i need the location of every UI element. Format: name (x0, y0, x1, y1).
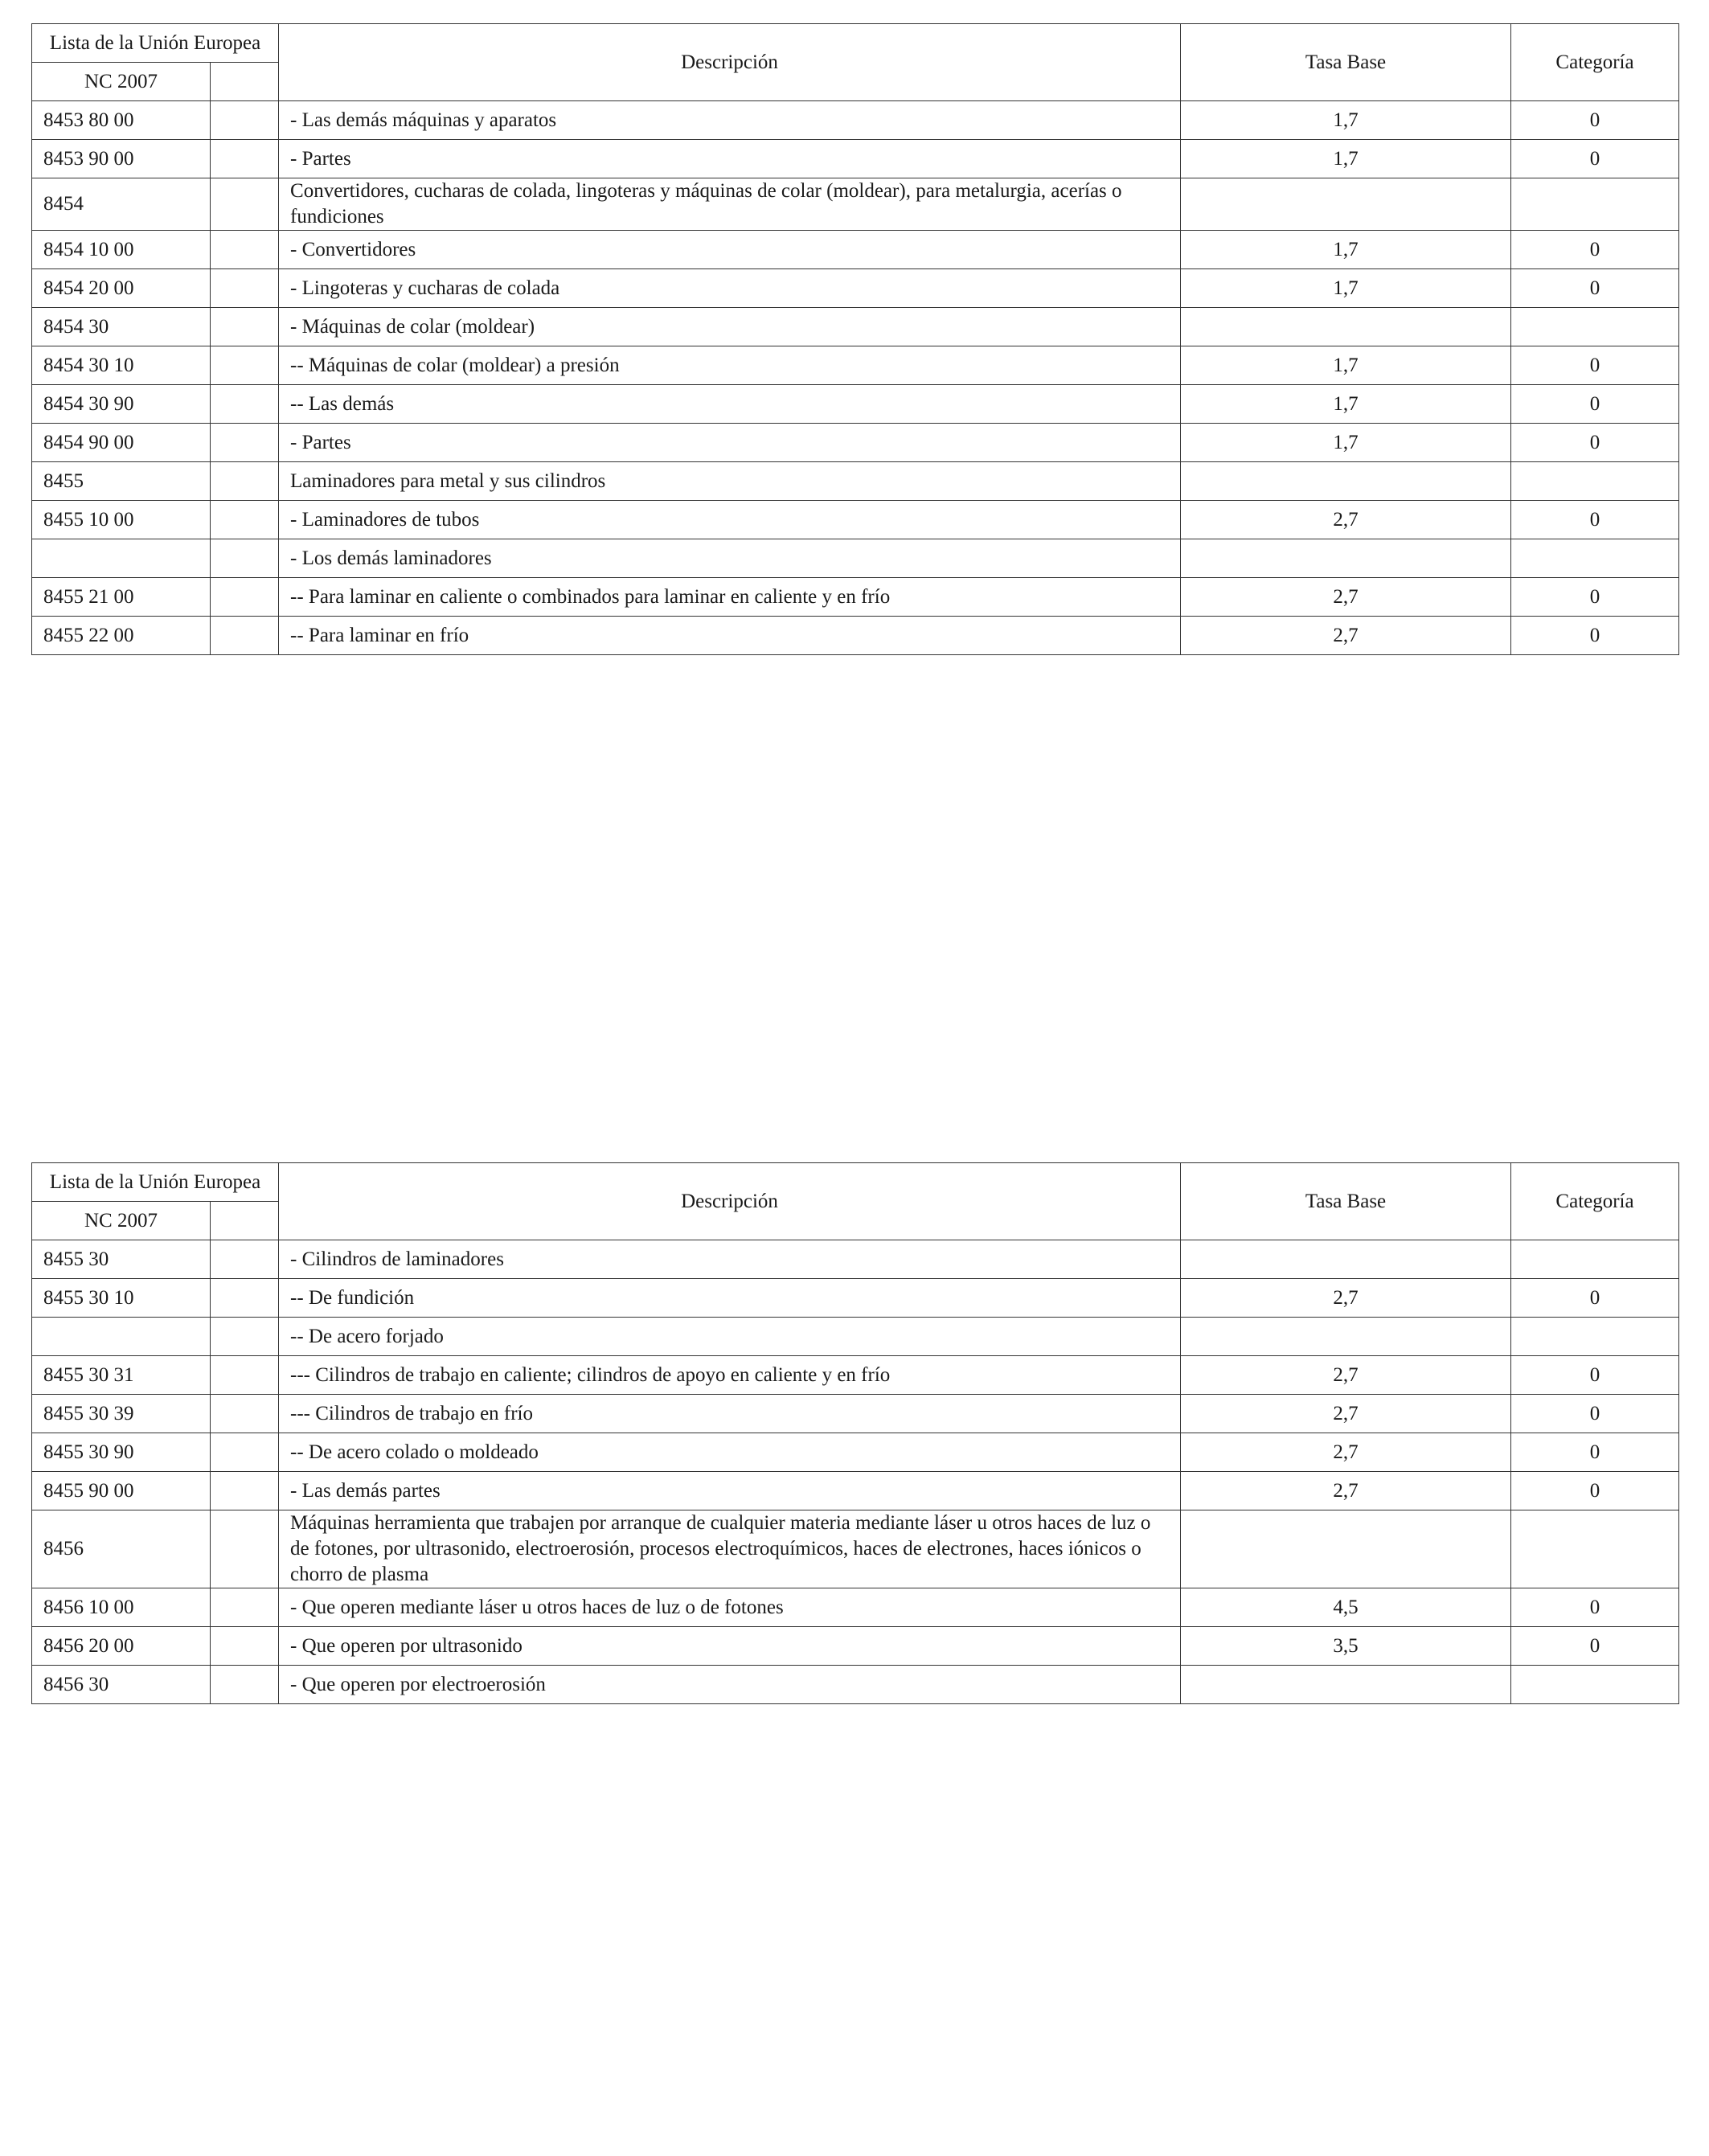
description: - Cilindros de laminadores (279, 1240, 1181, 1279)
category: 0 (1511, 385, 1679, 424)
nc-code: 8454 90 00 (32, 424, 211, 462)
empty-cell (211, 308, 279, 346)
empty-cell (211, 424, 279, 462)
description: - Partes (279, 140, 1181, 178)
description: - Laminadores de tubos (279, 501, 1181, 539)
description: - Las demás máquinas y aparatos (279, 101, 1181, 140)
empty-cell (211, 140, 279, 178)
category: 0 (1511, 346, 1679, 385)
nc-code: 8454 30 (32, 308, 211, 346)
category: 0 (1511, 617, 1679, 655)
empty-header-cell (211, 63, 279, 101)
base-rate: 1,7 (1181, 385, 1511, 424)
category: 0 (1511, 1588, 1679, 1627)
empty-cell (211, 178, 279, 231)
description: - Que operen mediante láser u otros haces de luz o de fotones (279, 1588, 1181, 1627)
base-rate-header: Tasa Base (1181, 1163, 1511, 1240)
nc-code: 8454 20 00 (32, 269, 211, 308)
nc-code: 8456 10 00 (32, 1588, 211, 1627)
category: 0 (1511, 101, 1679, 140)
base-rate: 1,7 (1181, 346, 1511, 385)
nc-code: 8454 30 90 (32, 385, 211, 424)
base-rate (1181, 1666, 1511, 1704)
description-header: Descripción (279, 1163, 1181, 1240)
category (1511, 1510, 1679, 1588)
description: -- Máquinas de colar (moldear) a presión (279, 346, 1181, 385)
table-row (32, 231, 1679, 269)
table-row (32, 1279, 1679, 1318)
description-header: Descripción (279, 24, 1181, 101)
empty-cell (211, 231, 279, 269)
category (1511, 1318, 1679, 1356)
base-rate (1181, 308, 1511, 346)
base-rate (1181, 462, 1511, 501)
base-rate: 1,7 (1181, 140, 1511, 178)
nc-code: 8454 10 00 (32, 231, 211, 269)
description: --- Cilindros de trabajo en frío (279, 1395, 1181, 1433)
category: 0 (1511, 1433, 1679, 1472)
base-rate (1181, 1240, 1511, 1279)
table-row (32, 1318, 1679, 1356)
nc-code: 8455 (32, 462, 211, 501)
nc-code: 8456 20 00 (32, 1627, 211, 1666)
nc-code: 8453 80 00 (32, 101, 211, 140)
nc-2007-header: NC 2007 (32, 63, 211, 101)
description: - Lingoteras y cucharas de colada (279, 269, 1181, 308)
empty-cell (211, 385, 279, 424)
base-rate: 1,7 (1181, 101, 1511, 140)
table-row (32, 269, 1679, 308)
empty-cell (211, 462, 279, 501)
table-row (32, 617, 1679, 655)
description: - Partes (279, 424, 1181, 462)
description: -- Las demás (279, 385, 1181, 424)
base-rate (1181, 539, 1511, 578)
base-rate (1181, 178, 1511, 231)
description: - Que operen por ultrasonido (279, 1627, 1181, 1666)
empty-header-cell (211, 1202, 279, 1240)
nc-code: 8455 90 00 (32, 1472, 211, 1510)
base-rate: 1,7 (1181, 231, 1511, 269)
table-row (32, 140, 1679, 178)
base-rate: 3,5 (1181, 1627, 1511, 1666)
table-row (32, 1588, 1679, 1627)
description: -- Para laminar en caliente o combinados para laminar en caliente y en frío (279, 578, 1181, 617)
category: 0 (1511, 1627, 1679, 1666)
description: -- De fundición (279, 1279, 1181, 1318)
table-row (32, 501, 1679, 539)
table-row (32, 1510, 1679, 1588)
table-row (32, 1666, 1679, 1704)
nc-code (32, 1318, 211, 1356)
base-rate: 1,7 (1181, 269, 1511, 308)
description: Laminadores para metal y sus cilindros (279, 462, 1181, 501)
empty-cell (211, 1433, 279, 1472)
empty-cell (211, 1279, 279, 1318)
table-row (32, 1627, 1679, 1666)
nc-2007-header: NC 2007 (32, 1202, 211, 1240)
nc-code: 8455 30 10 (32, 1279, 211, 1318)
table-row (32, 308, 1679, 346)
empty-cell (211, 346, 279, 385)
tariff-table-1 (31, 23, 1679, 655)
base-rate (1181, 1510, 1511, 1588)
empty-cell (211, 617, 279, 655)
base-rate: 2,7 (1181, 1433, 1511, 1472)
nc-code: 8455 22 00 (32, 617, 211, 655)
empty-cell (211, 1588, 279, 1627)
category: 0 (1511, 501, 1679, 539)
nc-code: 8455 30 39 (32, 1395, 211, 1433)
category: 0 (1511, 269, 1679, 308)
nc-code: 8455 30 90 (32, 1433, 211, 1472)
category: 0 (1511, 1356, 1679, 1395)
nc-code: 8454 (32, 178, 211, 231)
category (1511, 178, 1679, 231)
description: - Que operen por electroerosión (279, 1666, 1181, 1704)
description: -- De acero forjado (279, 1318, 1181, 1356)
nc-code: 8455 30 31 (32, 1356, 211, 1395)
eu-list-header: Lista de la Unión Europea (32, 1163, 279, 1202)
base-rate: 2,7 (1181, 1279, 1511, 1318)
description: - Las demás partes (279, 1472, 1181, 1510)
description: - Máquinas de colar (moldear) (279, 308, 1181, 346)
description: Máquinas herramienta que trabajen por arranque de cualquier materia mediante láser u otros haces de luz o de fotones, por ultrasonido, electroerosión, procesos electroquímicos, haces de electrones, haces iónicos o chorro de plasma (279, 1510, 1181, 1588)
nc-code: 8456 (32, 1510, 211, 1588)
table-row (32, 1433, 1679, 1472)
empty-cell (211, 501, 279, 539)
category-header: Categoría (1511, 24, 1679, 101)
nc-code: 8455 21 00 (32, 578, 211, 617)
nc-code: 8455 10 00 (32, 501, 211, 539)
table-row (32, 1356, 1679, 1395)
base-rate-header: Tasa Base (1181, 24, 1511, 101)
base-rate: 2,7 (1181, 1356, 1511, 1395)
empty-cell (211, 1510, 279, 1588)
category: 0 (1511, 424, 1679, 462)
table-row (32, 578, 1679, 617)
empty-cell (211, 1666, 279, 1704)
empty-cell (211, 101, 279, 140)
base-rate: 2,7 (1181, 501, 1511, 539)
base-rate: 2,7 (1181, 617, 1511, 655)
description: - Los demás laminadores (279, 539, 1181, 578)
nc-code: 8455 30 (32, 1240, 211, 1279)
category: 0 (1511, 578, 1679, 617)
base-rate: 1,7 (1181, 424, 1511, 462)
tariff-table-2 (31, 1162, 1679, 1704)
category: 0 (1511, 1472, 1679, 1510)
table-row (32, 346, 1679, 385)
table-row (32, 385, 1679, 424)
header-row (32, 1163, 1679, 1202)
description: -- Para laminar en frío (279, 617, 1181, 655)
description: - Convertidores (279, 231, 1181, 269)
nc-code (32, 539, 211, 578)
empty-cell (211, 1240, 279, 1279)
category (1511, 1240, 1679, 1279)
eu-list-header: Lista de la Unión Europea (32, 24, 279, 63)
table-row (32, 1395, 1679, 1433)
table-row (32, 539, 1679, 578)
description: -- De acero colado o moldeado (279, 1433, 1181, 1472)
category: 0 (1511, 1279, 1679, 1318)
table-row (32, 178, 1679, 231)
description: Convertidores, cucharas de colada, lingoteras y máquinas de colar (moldear), para metalurgia, acerías o fundiciones (279, 178, 1181, 231)
category: 0 (1511, 1395, 1679, 1433)
description: --- Cilindros de trabajo en caliente; cilindros de apoyo en caliente y en frío (279, 1356, 1181, 1395)
empty-cell (211, 1318, 279, 1356)
category (1511, 1666, 1679, 1704)
base-rate: 2,7 (1181, 578, 1511, 617)
nc-code: 8456 30 (32, 1666, 211, 1704)
table-row (32, 1472, 1679, 1510)
empty-cell (211, 269, 279, 308)
category (1511, 462, 1679, 501)
base-rate: 4,5 (1181, 1588, 1511, 1627)
table-row (32, 424, 1679, 462)
base-rate: 2,7 (1181, 1472, 1511, 1510)
table-row (32, 101, 1679, 140)
category (1511, 308, 1679, 346)
table-row (32, 462, 1679, 501)
category: 0 (1511, 140, 1679, 178)
base-rate: 2,7 (1181, 1395, 1511, 1433)
empty-cell (211, 578, 279, 617)
table-row (32, 1240, 1679, 1279)
empty-cell (211, 1356, 279, 1395)
empty-cell (211, 1472, 279, 1510)
base-rate (1181, 1318, 1511, 1356)
nc-code: 8453 90 00 (32, 140, 211, 178)
empty-cell (211, 1627, 279, 1666)
category: 0 (1511, 231, 1679, 269)
category-header: Categoría (1511, 1163, 1679, 1240)
empty-cell (211, 1395, 279, 1433)
header-row (32, 24, 1679, 63)
category (1511, 539, 1679, 578)
empty-cell (211, 539, 279, 578)
nc-code: 8454 30 10 (32, 346, 211, 385)
